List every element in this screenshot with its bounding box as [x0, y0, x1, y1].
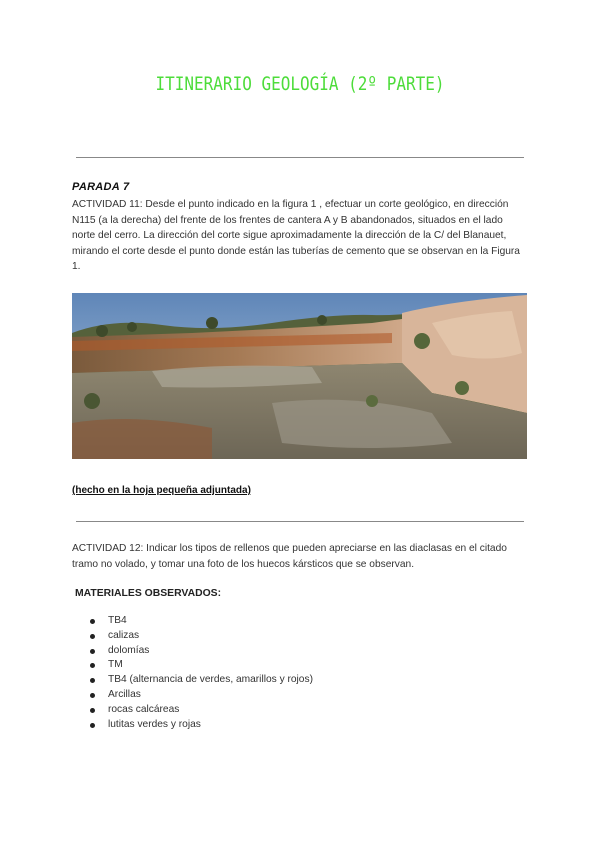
attached-sheet-note: (hecho en la hoja pequeña adjuntada)	[72, 485, 251, 496]
activity-11-paragraph	[72, 197, 528, 275]
activity-11-label: ACTIVIDAD 11:	[72, 199, 143, 210]
quarry-photo	[72, 293, 527, 459]
list-item: lutitas verdes y rojas	[90, 718, 313, 733]
stop-heading: PARADA 7	[72, 181, 130, 193]
divider-line	[76, 521, 524, 522]
materials-list	[90, 614, 313, 732]
list-item: TB4 (alternancia de verdes, amarillos y rojos)	[90, 673, 313, 688]
list-item: calizas	[90, 629, 313, 644]
activity-11-text: Desde el punto indicado en la figura 1 , efectuar un corte geológico, en dirección N115 (a la derecha) del frente de los frentes de cantera A y B abandonados, situados en el lado norte del cerro. La dirección del corte sigue aproximadamente la dirección de la C/ del Blanauet, mirando el corte desde el punto donde están las tuberías de cemento que se observan en la Figura 1.	[72, 199, 520, 272]
list-item: TB4	[90, 614, 313, 629]
activity-12-label: ACTIVIDAD 12:	[72, 543, 144, 554]
document-title: ITINERARIO GEOLOGÍA (2º PARTE)	[155, 72, 445, 95]
activity-12-paragraph	[72, 541, 528, 572]
divider-line	[76, 157, 524, 158]
list-item: dolomías	[90, 644, 313, 659]
list-item: rocas calcáreas	[90, 703, 313, 718]
list-item: TM	[90, 658, 313, 673]
list-item: Arcillas	[90, 688, 313, 703]
materials-heading: MATERIALES OBSERVADOS:	[75, 588, 222, 599]
activity-12-text: Indicar los tipos de rellenos que pueden apreciarse en las diaclasas en el citado tramo no volado, y tomar una foto de los huecos kársticos que se observan.	[72, 543, 507, 570]
